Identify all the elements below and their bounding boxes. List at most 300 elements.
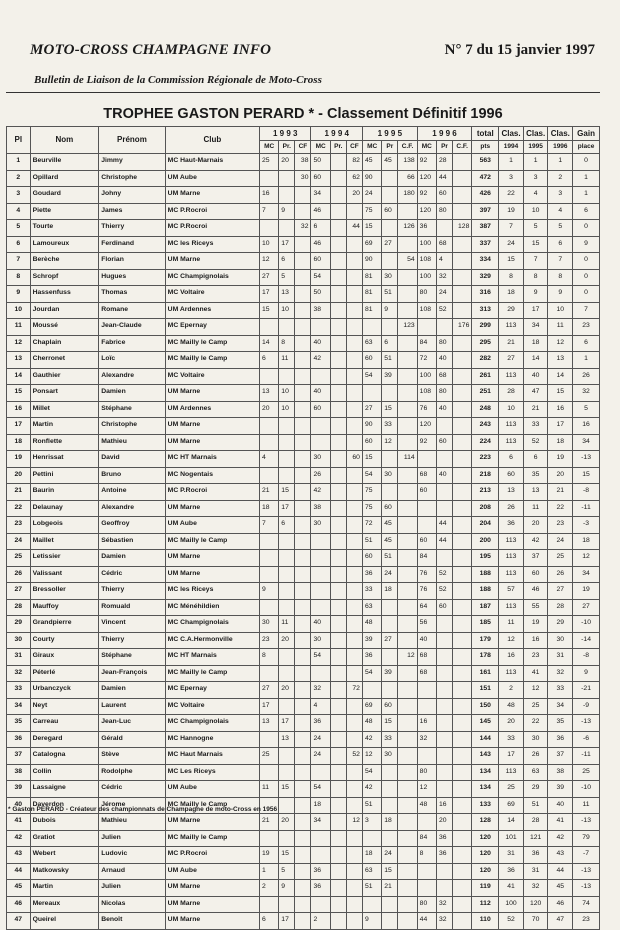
score-cell: 27 xyxy=(260,682,279,699)
score-cell: 15 xyxy=(382,863,398,880)
rank-1994-cell: 113 xyxy=(499,418,524,435)
score-cell: 15 xyxy=(362,220,381,237)
firstname-cell: Thierry xyxy=(99,632,165,649)
club-cell: MC HT Marnais xyxy=(165,451,259,468)
score-cell xyxy=(346,830,362,847)
score-cell xyxy=(398,286,417,303)
rank-1994-cell: 17 xyxy=(499,748,524,765)
score-cell xyxy=(453,418,472,435)
score-cell: 8 xyxy=(279,335,295,352)
score-cell xyxy=(279,764,295,781)
club-cell: MC P.Rocroi xyxy=(165,203,259,220)
score-cell xyxy=(453,731,472,748)
score-cell xyxy=(417,698,436,715)
table-row xyxy=(7,434,600,451)
score-cell xyxy=(330,583,346,600)
score-cell: 15 xyxy=(382,715,398,732)
rank-1996-cell: 37 xyxy=(548,748,573,765)
place-cell: 34 xyxy=(7,698,31,715)
score-cell: 92 xyxy=(417,154,436,171)
table-row xyxy=(7,418,600,435)
score-cell: 9 xyxy=(279,203,295,220)
rank-1996-cell: 13 xyxy=(548,352,573,369)
rank-1996-cell: 35 xyxy=(548,715,573,732)
score-cell: 52 xyxy=(346,748,362,765)
score-cell: 9 xyxy=(260,583,279,600)
score-cell: 80 xyxy=(436,335,452,352)
score-cell: 42 xyxy=(362,731,381,748)
club-cell: MC HT Marnais xyxy=(165,649,259,666)
firstname-cell: Stève xyxy=(99,748,165,765)
score-cell xyxy=(382,830,398,847)
score-cell xyxy=(398,814,417,831)
firstname-cell: Bruno xyxy=(99,467,165,484)
score-cell xyxy=(279,418,295,435)
score-cell: 1 xyxy=(260,863,279,880)
name-cell: Mauffoy xyxy=(30,599,99,616)
score-cell: 10 xyxy=(260,236,279,253)
table-row xyxy=(7,187,600,204)
club-cell: UM Marne xyxy=(165,418,259,435)
score-cell: 5 xyxy=(279,863,295,880)
score-cell: 52 xyxy=(436,583,452,600)
score-cell: 17 xyxy=(279,913,295,930)
rank-1996-cell: 21 xyxy=(548,484,573,501)
rank-1995-cell: 25 xyxy=(523,698,548,715)
score-cell xyxy=(382,253,398,270)
col-gain: Gain xyxy=(573,127,600,141)
score-cell xyxy=(346,302,362,319)
score-cell xyxy=(260,550,279,567)
score-cell: 12 xyxy=(362,748,381,765)
name-cell: Mereaux xyxy=(30,896,99,913)
score-cell xyxy=(346,583,362,600)
score-cell xyxy=(260,830,279,847)
rank-1994-cell: 113 xyxy=(499,665,524,682)
club-cell: MC Voltaire xyxy=(165,698,259,715)
score-cell: 9 xyxy=(279,880,295,897)
table-row xyxy=(7,830,600,847)
score-cell: 80 xyxy=(436,203,452,220)
score-cell xyxy=(295,764,311,781)
gain-cell: -21 xyxy=(573,682,600,699)
firstname-cell: Damien xyxy=(99,385,165,402)
score-cell: 76 xyxy=(417,566,436,583)
sub-header-cell: Pr. xyxy=(279,141,295,154)
score-cell xyxy=(346,335,362,352)
score-cell: 14 xyxy=(260,335,279,352)
table-row xyxy=(7,335,600,352)
gain-cell: 0 xyxy=(573,154,600,171)
score-cell xyxy=(436,748,452,765)
total-cell: 213 xyxy=(472,484,499,501)
table-row xyxy=(7,599,600,616)
total-cell: 313 xyxy=(472,302,499,319)
club-cell: MC les Riceys xyxy=(165,236,259,253)
rank-1996-cell: 14 xyxy=(548,368,573,385)
score-cell xyxy=(279,220,295,237)
score-cell xyxy=(295,847,311,864)
score-cell: 114 xyxy=(398,451,417,468)
score-cell xyxy=(330,484,346,501)
score-cell: 69 xyxy=(362,236,381,253)
score-cell: 54 xyxy=(311,649,330,666)
total-cell: 187 xyxy=(472,599,499,616)
table-row xyxy=(7,517,600,534)
score-cell xyxy=(330,830,346,847)
club-cell: UM Marne xyxy=(165,253,259,270)
rank-1994-cell: 33 xyxy=(499,731,524,748)
score-cell xyxy=(346,550,362,567)
score-cell xyxy=(346,203,362,220)
score-cell xyxy=(346,896,362,913)
firstname-cell: Thierry xyxy=(99,220,165,237)
place-cell: 41 xyxy=(7,814,31,831)
club-cell: UM Marne xyxy=(165,913,259,930)
score-cell: 20 xyxy=(279,632,295,649)
score-cell: 84 xyxy=(417,335,436,352)
place-cell: 35 xyxy=(7,715,31,732)
name-cell: Deregard xyxy=(30,731,99,748)
score-cell xyxy=(417,451,436,468)
total-cell: 143 xyxy=(472,748,499,765)
score-cell xyxy=(330,352,346,369)
gain-cell: 25 xyxy=(573,764,600,781)
score-cell: 13 xyxy=(260,715,279,732)
score-cell xyxy=(453,830,472,847)
score-cell xyxy=(295,467,311,484)
rank-1996-cell: 4 xyxy=(548,203,573,220)
rank-1995-cell: 20 xyxy=(523,517,548,534)
score-cell xyxy=(398,352,417,369)
place-cell: 11 xyxy=(7,319,31,336)
total-cell: 112 xyxy=(472,896,499,913)
score-cell xyxy=(311,896,330,913)
score-cell xyxy=(398,533,417,550)
score-cell: 13 xyxy=(279,731,295,748)
score-cell: 138 xyxy=(398,154,417,171)
firstname-cell: Arnaud xyxy=(99,863,165,880)
score-cell xyxy=(346,616,362,633)
score-cell: 20 xyxy=(260,401,279,418)
score-cell: 2 xyxy=(260,880,279,897)
rank-1995-cell: 18 xyxy=(523,335,548,352)
total-cell: 251 xyxy=(472,385,499,402)
score-cell: 32 xyxy=(295,220,311,237)
total-cell: 299 xyxy=(472,319,499,336)
rank-1995-cell: 51 xyxy=(523,797,548,814)
firstname-cell: Nicolas xyxy=(99,896,165,913)
score-cell xyxy=(453,649,472,666)
rank-1994-cell: 12 xyxy=(499,632,524,649)
score-cell: 54 xyxy=(311,781,330,798)
table-row xyxy=(7,616,600,633)
table-row xyxy=(7,863,600,880)
sub-header-cell: MC xyxy=(311,141,330,154)
score-cell xyxy=(453,764,472,781)
gain-cell: -10 xyxy=(573,616,600,633)
score-cell xyxy=(330,649,346,666)
rank-1996-cell: 38 xyxy=(548,764,573,781)
sub-header-cell: MC xyxy=(417,141,436,154)
score-cell: 36 xyxy=(311,863,330,880)
score-cell xyxy=(295,616,311,633)
club-cell: MC Hannogne xyxy=(165,731,259,748)
score-cell xyxy=(346,566,362,583)
club-cell: MC Champignolais xyxy=(165,616,259,633)
club-cell: MC Ménéhildien xyxy=(165,599,259,616)
score-cell: 60 xyxy=(436,599,452,616)
score-cell: 42 xyxy=(362,781,381,798)
score-cell xyxy=(295,319,311,336)
score-cell xyxy=(330,385,346,402)
table-row xyxy=(7,550,600,567)
score-cell: 108 xyxy=(417,302,436,319)
rank-1996-cell: 44 xyxy=(548,863,573,880)
rank-1994-cell: 1 xyxy=(499,154,524,171)
footnote: * Gaston PERARD - Créateur des championnats de Champagne de moto-Cross en 1956 xyxy=(8,806,278,813)
score-cell xyxy=(436,632,452,649)
rank-1994-cell: 57 xyxy=(499,583,524,600)
score-cell xyxy=(417,880,436,897)
score-cell xyxy=(362,830,381,847)
score-cell xyxy=(398,797,417,814)
score-cell: 27 xyxy=(260,269,279,286)
sub-header-cell: MC xyxy=(260,141,279,154)
table-row xyxy=(7,632,600,649)
table-row xyxy=(7,533,600,550)
score-cell: 123 xyxy=(398,319,417,336)
score-cell xyxy=(382,616,398,633)
score-cell xyxy=(436,451,452,468)
score-cell: 17 xyxy=(260,286,279,303)
total-cell: 119 xyxy=(472,880,499,897)
rank-1996-cell: 7 xyxy=(548,253,573,270)
score-cell xyxy=(295,599,311,616)
col-club: Club xyxy=(165,127,259,154)
place-cell: 31 xyxy=(7,649,31,666)
score-cell xyxy=(398,401,417,418)
score-cell xyxy=(453,236,472,253)
rank-1995-cell: 36 xyxy=(523,847,548,864)
firstname-cell: Romane xyxy=(99,302,165,319)
score-cell xyxy=(436,731,452,748)
score-cell xyxy=(398,368,417,385)
score-cell: 3 xyxy=(362,814,381,831)
total-cell: 150 xyxy=(472,698,499,715)
score-cell: 23 xyxy=(260,632,279,649)
gain-cell: 5 xyxy=(573,401,600,418)
score-cell xyxy=(330,913,346,930)
club-cell: MC les Riceys xyxy=(165,583,259,600)
score-cell xyxy=(295,781,311,798)
col-nom: Nom xyxy=(30,127,99,154)
place-cell: 1 xyxy=(7,154,31,171)
score-cell xyxy=(330,269,346,286)
rank-1995-cell: 70 xyxy=(523,913,548,930)
score-cell: 54 xyxy=(362,368,381,385)
score-cell: 63 xyxy=(362,599,381,616)
score-cell: 5 xyxy=(279,269,295,286)
score-cell xyxy=(398,335,417,352)
score-cell xyxy=(398,665,417,682)
score-cell xyxy=(453,203,472,220)
score-cell xyxy=(398,385,417,402)
rank-1994-cell: 36 xyxy=(499,517,524,534)
score-cell xyxy=(295,682,311,699)
score-cell: 60 xyxy=(382,698,398,715)
score-cell xyxy=(398,764,417,781)
score-cell xyxy=(295,302,311,319)
score-cell: 15 xyxy=(279,781,295,798)
rank-1994-cell: 25 xyxy=(499,781,524,798)
rank-1995-cell: 6 xyxy=(523,451,548,468)
score-cell: 15 xyxy=(382,401,398,418)
score-cell: 68 xyxy=(436,236,452,253)
score-cell xyxy=(295,566,311,583)
rank-1994-cell: 31 xyxy=(499,847,524,864)
rank-1995-cell: 19 xyxy=(523,616,548,633)
score-cell xyxy=(382,797,398,814)
score-cell xyxy=(436,682,452,699)
total-cell: 128 xyxy=(472,814,499,831)
score-cell xyxy=(295,797,311,814)
place-cell: 33 xyxy=(7,682,31,699)
firstname-cell: Johny xyxy=(99,187,165,204)
name-cell: Gauthier xyxy=(30,368,99,385)
score-cell xyxy=(311,830,330,847)
score-cell xyxy=(330,154,346,171)
score-cell: 36 xyxy=(436,830,452,847)
table-row xyxy=(7,203,600,220)
firstname-cell: Damien xyxy=(99,550,165,567)
score-cell: 24 xyxy=(436,286,452,303)
name-cell: Dubois xyxy=(30,814,99,831)
club-cell: UM Marne xyxy=(165,896,259,913)
total-cell: 261 xyxy=(472,368,499,385)
score-cell xyxy=(330,632,346,649)
gain-cell: -10 xyxy=(573,781,600,798)
rank-1996-cell: 43 xyxy=(548,847,573,864)
score-cell: 39 xyxy=(382,665,398,682)
score-cell: 12 xyxy=(417,781,436,798)
score-cell xyxy=(346,533,362,550)
score-cell: 81 xyxy=(362,269,381,286)
score-cell: 11 xyxy=(279,352,295,369)
club-cell: MC Mailly le Camp xyxy=(165,352,259,369)
score-cell xyxy=(453,797,472,814)
score-cell xyxy=(346,352,362,369)
score-cell: 72 xyxy=(346,682,362,699)
score-cell xyxy=(453,583,472,600)
score-cell xyxy=(346,286,362,303)
club-cell: MC Mailly le Camp xyxy=(165,335,259,352)
firstname-cell: Christophe xyxy=(99,170,165,187)
score-cell: 16 xyxy=(260,187,279,204)
score-cell xyxy=(417,500,436,517)
score-cell xyxy=(346,401,362,418)
name-cell: Berèche xyxy=(30,253,99,270)
place-cell: 6 xyxy=(7,236,31,253)
rank-1995-cell: 1 xyxy=(523,154,548,171)
rank-1996-cell: 1 xyxy=(548,154,573,171)
score-cell xyxy=(417,814,436,831)
rank-1996-cell: 39 xyxy=(548,781,573,798)
score-cell xyxy=(436,649,452,666)
table-row xyxy=(7,880,600,897)
score-cell xyxy=(417,682,436,699)
score-cell: 15 xyxy=(279,847,295,864)
score-cell: 18 xyxy=(362,847,381,864)
gain-cell: -8 xyxy=(573,484,600,501)
score-cell: 50 xyxy=(311,286,330,303)
score-cell: 54 xyxy=(362,467,381,484)
rank-1994-cell: 60 xyxy=(499,467,524,484)
score-cell: 63 xyxy=(362,335,381,352)
score-cell: 30 xyxy=(311,517,330,534)
rank-1995-cell: 4 xyxy=(523,187,548,204)
score-cell: 60 xyxy=(436,434,452,451)
score-cell xyxy=(260,566,279,583)
total-cell: 204 xyxy=(472,517,499,534)
place-cell: 23 xyxy=(7,517,31,534)
rank-1994-cell: 13 xyxy=(499,484,524,501)
score-cell: 28 xyxy=(436,154,452,171)
place-cell: 5 xyxy=(7,220,31,237)
club-cell: UM Marne xyxy=(165,880,259,897)
score-cell: 92 xyxy=(417,434,436,451)
score-cell xyxy=(453,781,472,798)
rank-1995-cell: 15 xyxy=(523,236,548,253)
score-cell: 13 xyxy=(260,385,279,402)
score-cell xyxy=(260,533,279,550)
club-cell: MC P.Rocroi xyxy=(165,847,259,864)
score-cell xyxy=(453,451,472,468)
table-row xyxy=(7,698,600,715)
score-cell: 108 xyxy=(417,253,436,270)
firstname-cell: Jean-Luc xyxy=(99,715,165,732)
name-cell: Collin xyxy=(30,764,99,781)
score-cell xyxy=(398,484,417,501)
rank-1994-cell: 113 xyxy=(499,566,524,583)
firstname-cell: Jean-François xyxy=(99,665,165,682)
total-cell: 110 xyxy=(472,913,499,930)
score-cell xyxy=(346,253,362,270)
publication-title: MOTO-CROSS CHAMPAGNE INFO xyxy=(30,42,272,58)
score-cell: 45 xyxy=(382,533,398,550)
rank-1995-cell: 3 xyxy=(523,170,548,187)
score-cell xyxy=(295,880,311,897)
sub-gain: place xyxy=(573,141,600,154)
score-cell: 12 xyxy=(382,434,398,451)
score-cell: 44 xyxy=(436,517,452,534)
table-row xyxy=(7,500,600,517)
table-row xyxy=(7,154,600,171)
rank-1996-cell: 47 xyxy=(548,913,573,930)
sub-clas95: 1995 xyxy=(523,141,548,154)
score-cell: 20 xyxy=(279,154,295,171)
total-cell: 134 xyxy=(472,764,499,781)
rank-1996-cell: 22 xyxy=(548,500,573,517)
place-cell: 42 xyxy=(7,830,31,847)
place-cell: 24 xyxy=(7,533,31,550)
gain-cell: 7 xyxy=(573,302,600,319)
gain-cell: 18 xyxy=(573,533,600,550)
score-cell xyxy=(453,269,472,286)
club-cell: UM Aube xyxy=(165,170,259,187)
rank-1994-cell: 14 xyxy=(499,814,524,831)
rank-1996-cell: 40 xyxy=(548,797,573,814)
